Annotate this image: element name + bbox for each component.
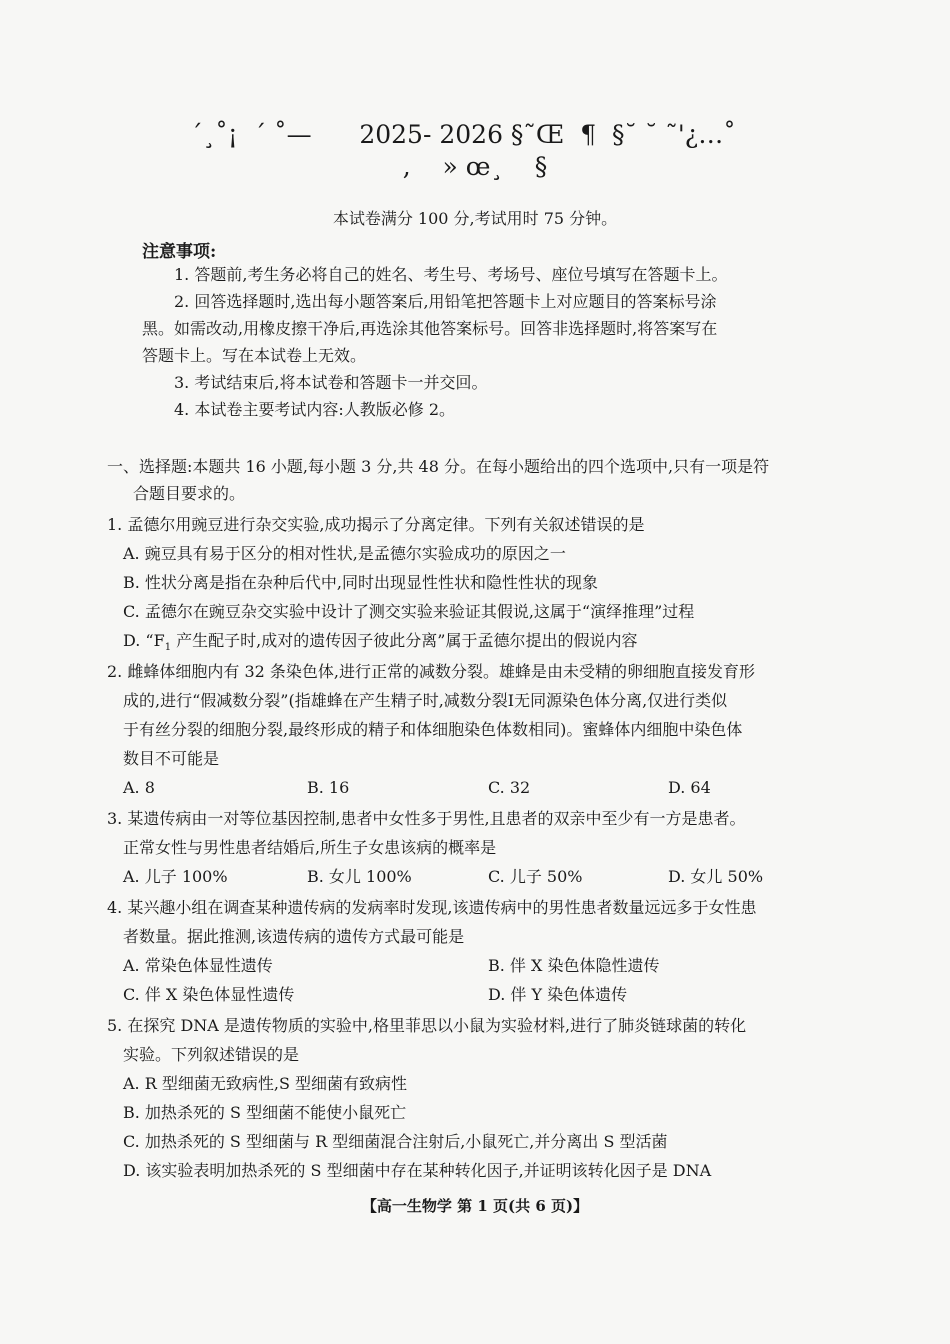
q1-option-a: A. 豌豆具有易于区分的相对性状,是孟德尔实验成功的原因之一: [123, 544, 566, 563]
q1-option-d: [123, 628, 637, 661]
q5-option-d: D. 该实验表明加热杀死的 S 型细菌中存在某种转化因子,并证明该转化因子是 DNA: [123, 1161, 712, 1180]
q1-option-d-pre: D. “F: [123, 631, 165, 650]
q2-option-c: C. 32: [488, 778, 531, 797]
q1-option-d-sub: 1: [164, 642, 172, 654]
q3-option-c: C. 儿子 50%: [488, 867, 583, 886]
notice-item-2-line1: 2. 回答选择题时,选出每小题答案后,用铅笔把答题卡上对应题目的答案标号涂: [174, 292, 717, 311]
notice-heading: 注意事项:: [142, 242, 217, 262]
q4-line2: 者数量。据此推测,该遗传病的遗传方式最可能是: [123, 927, 465, 946]
q4-option-b: B. 伴 X 染色体隐性遗传: [488, 956, 660, 975]
exam-title-line2: , » œ¸ §: [402, 152, 548, 181]
notice-item-4: 4. 本试卷主要考试内容:人教版必修 2。: [174, 400, 456, 419]
q1-option-b: B. 性状分离是指在杂种后代中,同时出现显性性状和隐性性状的现象: [123, 573, 599, 592]
page-footer: 【高一生物学 第 1 页(共 6 页)】: [361, 1197, 589, 1215]
exam-title-line1: ´¸˚¡ ´ ˚— 2025- 2026 §˜Œ ¶ §˘ ˘ ˜'¿…˚: [190, 120, 736, 149]
q2-line3: 于有丝分裂的细胞分裂,最终形成的精子和体细胞染色体数相同)。蜜蜂体内细胞中染色体: [123, 720, 743, 739]
q2-option-a: A. 8: [123, 778, 155, 797]
notice-item-2-line2: 黑。如需改动,用橡皮擦干净后,再选涂其他答案标号。回答非选择题时,将答案写在: [142, 319, 718, 338]
q3-line1: 3. 某遗传病由一对等位基因控制,患者中女性多于男性,且患者的双亲中至少有一方是患者。: [107, 809, 746, 828]
q4-option-a: A. 常染色体显性遗传: [123, 956, 273, 975]
q3-option-d: D. 女儿 50%: [668, 867, 764, 886]
q1-option-d-post: 产生配子时,成对的遗传因子彼此分离”属于孟德尔提出的假说内容: [171, 631, 638, 650]
section1-heading-line1: 一、选择题:本题共 16 小题,每小题 3 分,共 48 分。在每小题给出的四个选项中,只有一项是符: [107, 457, 770, 476]
section1-heading-line2: 合题目要求的。: [133, 484, 246, 503]
q2-option-d: D. 64: [668, 778, 711, 797]
q3-option-a: A. 儿子 100%: [123, 867, 228, 886]
q5-line2: 实验。下列叙述错误的是: [123, 1045, 300, 1064]
q5-line1: 5. 在探究 DNA 是遗传物质的实验中,格里菲思以小鼠为实验材料,进行了肺炎链球菌的转化: [107, 1016, 747, 1035]
q5-option-b: B. 加热杀死的 S 型细菌不能使小鼠死亡: [123, 1103, 407, 1122]
exam-subtitle: 本试卷满分 100 分,考试用时 75 分钟。: [332, 209, 618, 228]
q2-line2: 成的,进行“假减数分裂”(指雄蜂在产生精子时,减数分裂Ⅰ无同源染色体分离,仅进行类似: [123, 691, 728, 710]
q2-line1: 2. 雌蜂体细胞内有 32 条染色体,进行正常的减数分裂。雄蜂是由未受精的卵细胞直接发育形: [107, 662, 755, 681]
q1-stem: 1. 孟德尔用豌豆进行杂交实验,成功揭示了分离定律。下列有关叙述错误的是: [107, 515, 645, 534]
notice-item-3: 3. 考试结束后,将本试卷和答题卡一并交回。: [174, 373, 488, 392]
q4-line1: 4. 某兴趣小组在调查某种遗传病的发病率时发现,该遗传病中的男性患者数量远远多于女性患: [107, 898, 757, 917]
q5-option-c: C. 加热杀死的 S 型细菌与 R 型细菌混合注射后,小鼠死亡,并分离出 S 型活菌: [123, 1132, 668, 1151]
q3-option-b: B. 女儿 100%: [307, 867, 412, 886]
notice-item-1: 1. 答题前,考生务必将自己的姓名、考生号、考场号、座位号填写在答题卡上。: [174, 265, 728, 284]
q4-option-c: C. 伴 X 染色体显性遗传: [123, 985, 295, 1004]
q5-option-a: A. R 型细菌无致病性,S 型细菌有致病性: [123, 1074, 407, 1093]
q2-line4: 数目不可能是: [123, 749, 220, 768]
q3-line2: 正常女性与男性患者结婚后,所生子女患该病的概率是: [123, 838, 497, 857]
notice-item-2-line3: 答题卡上。写在本试卷上无效。: [142, 346, 367, 365]
q2-option-b: B. 16: [307, 778, 350, 797]
q4-option-d: D. 伴 Y 染色体遗传: [488, 985, 628, 1004]
q1-option-c: C. 孟德尔在豌豆杂交实验中设计了测交实验来验证其假说,这属于“演绎推理”过程: [123, 602, 695, 621]
